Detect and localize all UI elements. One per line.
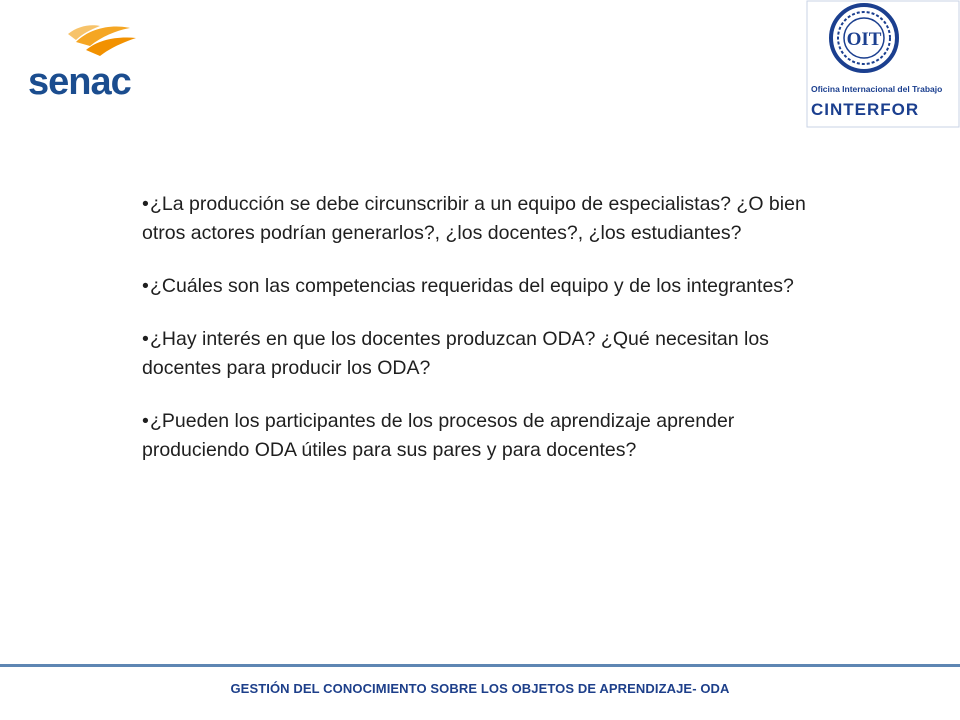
bullet-item-1: •¿La producción se debe circunscribir a un equipo de especialistas? ¿O bien otros actores podrían generarlos?, ¿los docentes?, ¿los estudiantes? bbox=[142, 193, 806, 244]
bullet-text-2: ¿Cuáles son las competencias requeridas del equipo y de los integrantes? bbox=[150, 275, 794, 297]
bullet-item-4: •¿Pueden los participantes de los procesos de aprendizaje aprender produciendo ODA útiles para sus pares y para docentes? bbox=[142, 410, 735, 461]
oit-line1: Oficina Internacional del Trabajo bbox=[811, 84, 943, 94]
senac-logo bbox=[28, 22, 150, 100]
bullet-text-4: ¿Pueden los participantes de los procesos de aprendizaje aprender produciendo ODA útiles para sus pares y para docentes? bbox=[142, 410, 735, 461]
oit-line2: CINTERFOR bbox=[811, 100, 920, 119]
senac-wordmark: senac bbox=[28, 61, 131, 100]
bullet-list bbox=[142, 190, 832, 489]
bullet-item-2: •¿Cuáles son las competencias requeridas del equipo y de los integrantes? bbox=[142, 275, 794, 297]
footer-title: GESTIÓN DEL CONOCIMIENTO SOBRE LOS OBJETOS DE APRENDIZAJE- ODA bbox=[230, 681, 730, 696]
oit-cinterfor-logo bbox=[806, 0, 960, 128]
bullet-text-3: ¿Hay interés en que los docentes produzcan ODA? ¿Qué necesitan los docentes para producir los ODA? bbox=[142, 328, 769, 379]
bullet-text-1: ¿La producción se debe circunscribir a un equipo de especialistas? ¿O bien otros actores podrían generarlos?, ¿los docentes?, ¿los estudiantes? bbox=[142, 193, 806, 244]
bullet-item-3: •¿Hay interés en que los docentes produzcan ODA? ¿Qué necesitan los docentes para producir los ODA? bbox=[142, 328, 769, 379]
footer-divider bbox=[0, 664, 960, 667]
oit-emblem-text: OIT bbox=[846, 29, 882, 50]
